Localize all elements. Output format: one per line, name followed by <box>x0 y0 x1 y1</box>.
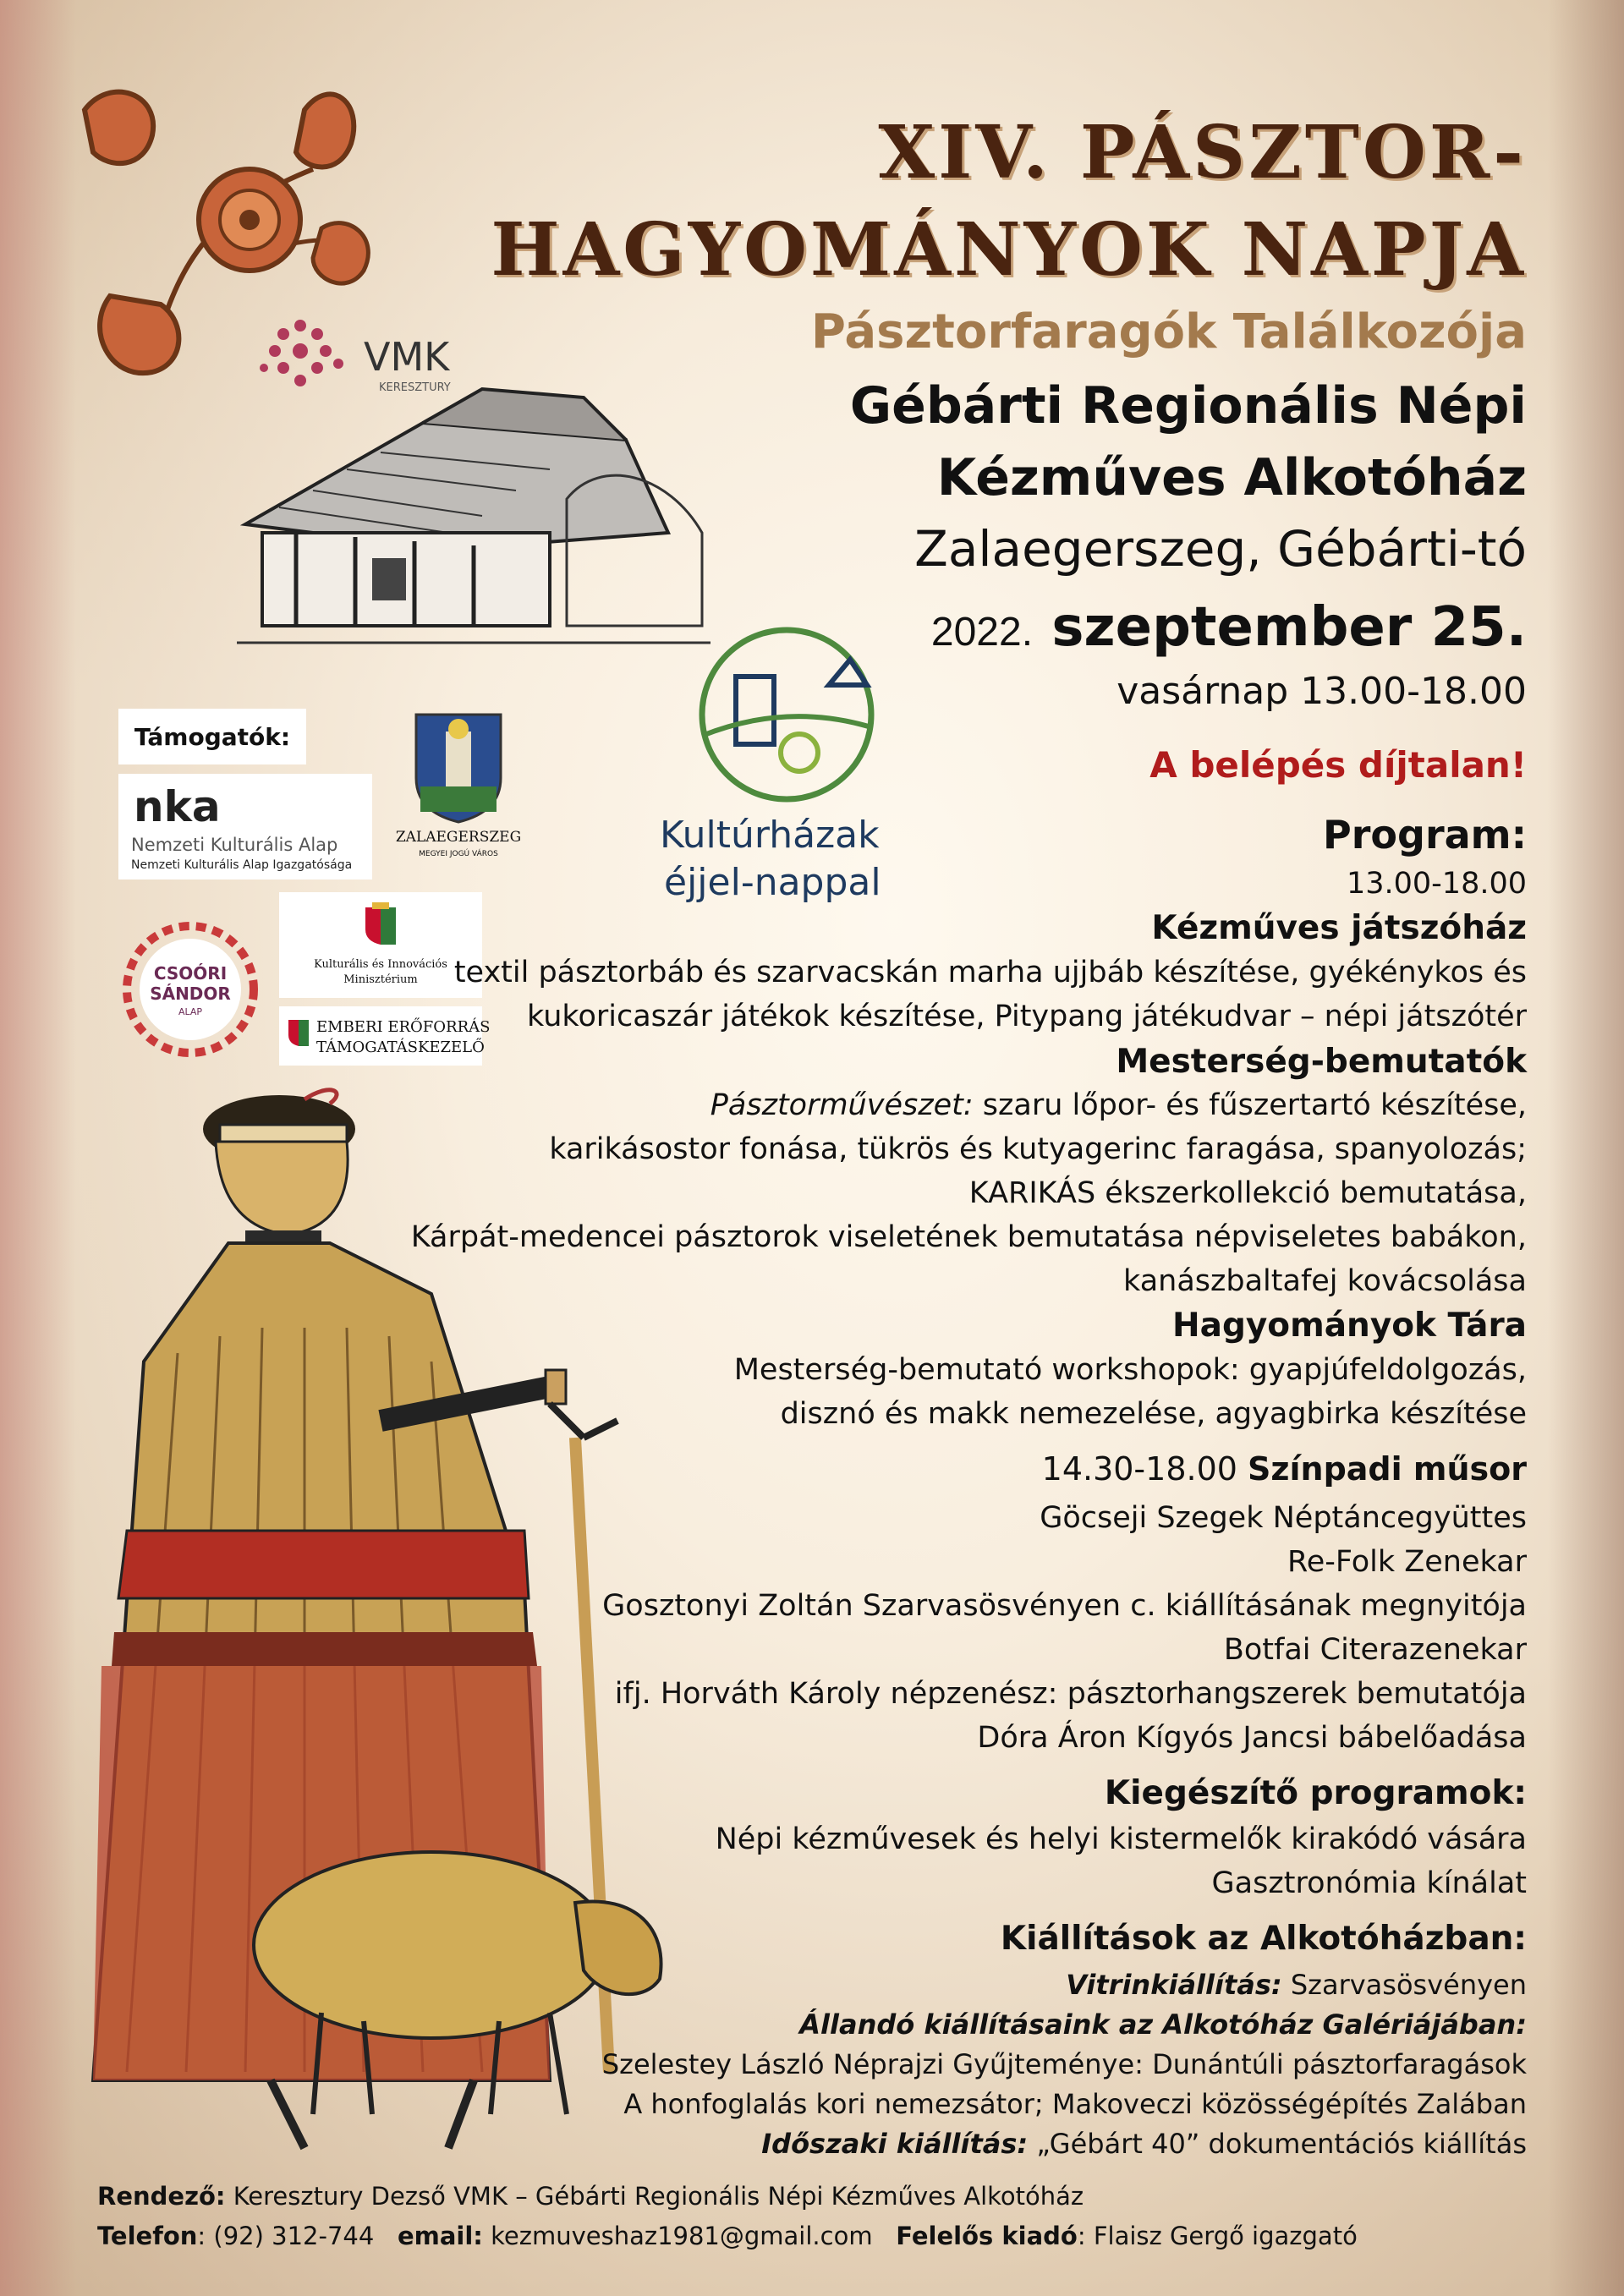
ministry-logo <box>279 892 482 998</box>
exhibition-line-2: Állandó kiállításaink az Alkotóház Galériájában: <box>799 2008 1527 2041</box>
crest-shield <box>412 710 505 825</box>
event-day: szeptember 25. <box>1051 596 1527 659</box>
publisher-label: Felelős kiadó <box>896 2222 1078 2250</box>
emet-line-1: EMBERI ERŐFORRÁS <box>316 1018 491 1036</box>
extra-item: Népi kézművesek és helyi kistermelők kirakódó vására <box>715 1822 1527 1856</box>
subtitle: Pásztorfaragók Találkozója <box>810 304 1527 359</box>
exhibition-line-4: A honfoglalás kori nemezsátor; Makoveczi közösségépítés Zalában <box>623 2088 1527 2120</box>
title-line-1: XIV. PÁSZTOR- <box>878 110 1527 195</box>
crafts-line-2: karikásostor fonása, tükrös és kutyagerinc faragása, spanyolozás; <box>549 1132 1527 1166</box>
email-text[interactable]: kezmuveshaz1981@gmail.com <box>482 2222 873 2250</box>
exhibition-line-3: Szelestey László Néprajzi Gyűjteménye: Dunántúli pásztorfaragások <box>601 2048 1527 2080</box>
publisher-text: : Flaisz Gergő igazgató <box>1077 2222 1358 2250</box>
crafts-line-1-text: szaru lőpor- és fűszertartó készítése, <box>973 1088 1527 1122</box>
zalaegerszeg-crest <box>391 710 526 879</box>
stage-title: Színpadi műsor <box>1248 1450 1527 1488</box>
csoori-line-2: SÁNDOR <box>150 984 231 1004</box>
emet-crest <box>288 1016 310 1047</box>
csoori-sandor-logo <box>114 913 266 1066</box>
crafts-line-5: kanászbaltafej kovácsolása <box>1123 1264 1527 1298</box>
exhibition-line-1-label: Vitrinkiállítás: <box>1066 1969 1282 2001</box>
section-title-extra: Kiegészítő programok: <box>1104 1774 1527 1812</box>
extra-item: Gasztronómia kínálat <box>1211 1866 1527 1900</box>
section-title-workshop: Kézműves játszóház <box>1151 909 1527 947</box>
right-edge-decoration <box>1548 0 1624 2296</box>
vmk-text: VMK <box>364 334 450 380</box>
section-title-traditions: Hagyományok Tára <box>1172 1307 1527 1345</box>
crafts-line-1 <box>710 1088 1527 1122</box>
free-entry: A belépés díjtalan! <box>1149 744 1527 786</box>
organizer-label: Rendező: <box>97 2182 226 2211</box>
csoori-line-3: ALAP <box>178 1006 203 1017</box>
title-line-2: HAGYOMÁNYOK NAPJA <box>491 207 1527 293</box>
stage-item: Re-Folk Zenekar <box>1287 1545 1527 1579</box>
nka-mark: nka <box>134 782 221 831</box>
section-title-crafts: Mesterség-bemutatók <box>1116 1043 1527 1081</box>
exhibition-line-5 <box>761 2128 1527 2160</box>
exhibition-line-5-label: Időszaki kiállítás: <box>761 2128 1029 2160</box>
ministry-line-2: Minisztérium <box>343 973 418 986</box>
csoori-line-1: CSOÓRI <box>153 963 228 984</box>
program-heading: Program: <box>1323 812 1527 858</box>
nka-sub: Nemzeti Kulturális Alap Igazgatósága <box>131 858 353 872</box>
venue-line-2: Kézműves Alkotóház <box>936 448 1527 507</box>
nka-name: Nemzeti Kulturális Alap <box>131 835 338 855</box>
traditions-line-1: Mesterség-bemutató workshopok: gyapjúfeldolgozás, <box>733 1353 1527 1387</box>
venue-city: Zalaegerszeg, Gébárti-tó <box>914 520 1527 578</box>
supporters-label: Támogatók: <box>118 709 306 764</box>
footer-organizer <box>97 2182 1084 2211</box>
organizer-text: Keresztury Dezső VMK – Gébárti Regionális Népi Kézműves Alkotóház <box>225 2182 1084 2211</box>
house-drawing <box>228 372 719 660</box>
stage-item: Dóra Áron Kígyós Jancsi bábelőadása <box>977 1721 1527 1755</box>
event-date <box>931 596 1527 659</box>
stage-heading <box>1042 1450 1527 1488</box>
stage-time: 14.30-18.00 <box>1041 1450 1248 1488</box>
exhibition-line-1 <box>1066 1969 1527 2001</box>
program-time-1: 13.00-18.00 <box>1346 867 1527 901</box>
hungarian-coat-of-arms <box>364 902 398 946</box>
stage-item: Botfai Citerazenekar <box>1223 1633 1527 1667</box>
stage-item: ifj. Horváth Károly népzenész: pásztorhangszerek bemutatója <box>614 1677 1527 1711</box>
crafts-line-4: Kárpát-medencei pásztorok viseletének bemutatása népviseletes babákon, <box>410 1220 1527 1254</box>
kulturhazak-line-1: Kultúrházak <box>660 814 880 857</box>
emet-line-2: TÁMOGATÁSKEZELŐ <box>316 1038 485 1056</box>
exhibition-line-1-text: Szarvasösvényen <box>1281 1969 1527 2001</box>
vmk-subtext: KERESZTURY <box>379 381 451 394</box>
ministry-line-1: Kulturális és Innovációs <box>314 958 447 971</box>
email-label: email: <box>397 2222 483 2250</box>
stage-item: Göcseji Szegek Néptáncegyüttes <box>1040 1501 1527 1535</box>
phone-text: : (92) 312-744 <box>197 2222 375 2250</box>
event-time: vasárnap 13.00-18.00 <box>1116 670 1527 713</box>
footer-contact <box>97 2222 1358 2250</box>
traditions-line-2: disznó és makk nemezelése, agyagbirka készítése <box>780 1397 1527 1431</box>
venue-line-1: Gébárti Regionális Népi <box>849 376 1527 436</box>
crest-sub: MEGYEI JOGÚ VÁROS <box>419 850 498 858</box>
kulturhazak-line-2: éjjel-nappal <box>664 861 881 904</box>
workshop-line-1: textil pásztorbáb és szarvacskán marha ujjbáb készítése, gyékénykos és <box>453 956 1527 989</box>
emet-logo <box>279 1006 491 1066</box>
section-title-exhibitions: Kiállítások az Alkotóházban: <box>1000 1920 1527 1958</box>
workshop-line-2: kukoricaszár játékok készítése, Pitypang játékudvar – népi játszótér <box>527 1000 1527 1033</box>
nka-logo <box>118 774 372 879</box>
event-year: 2022. <box>930 610 1034 655</box>
stage-item: Gosztonyi Zoltán Szarvasösvényen c. kiállításának megnyitója <box>602 1589 1527 1623</box>
kulturhazak-logo <box>651 626 930 913</box>
crest-name: ZALAEGERSZEG <box>395 829 522 846</box>
exhibition-line-5-text: „Gébárt 40” dokumentációs kiállítás <box>1028 2128 1527 2160</box>
crafts-line-1-label: Pásztorművészet: <box>710 1088 974 1122</box>
crafts-line-3: KARIKÁS ékszerkollekció bemutatása, <box>968 1176 1527 1210</box>
phone-label: Telefon <box>97 2222 198 2250</box>
